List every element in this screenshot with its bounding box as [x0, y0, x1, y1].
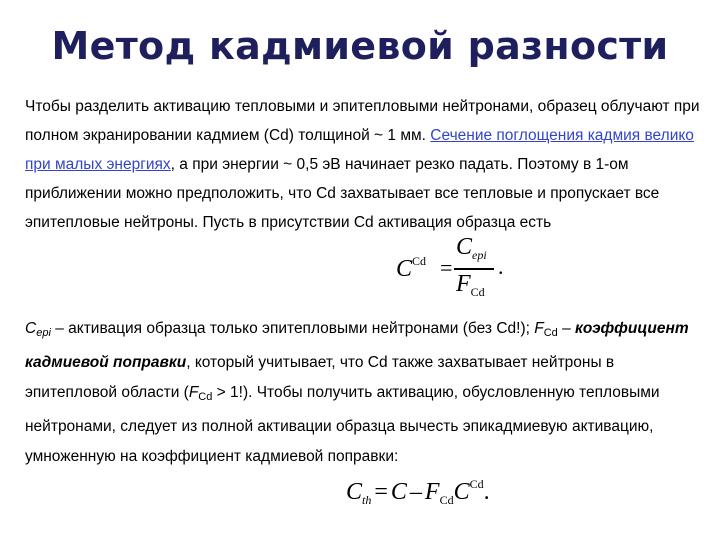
fraction-bar: [454, 268, 494, 270]
formula-cadmium-activation: $C^{Cd}$ = $C_{epi}$ $F_{Cd}$ .: [396, 234, 504, 299]
formula-thermal-activation: $C_{th} = C - F_{Cd}C^{Cd}$.: [346, 477, 490, 507]
cross-section-link[interactable]: Сечение поглощения кадмия велико при малых энергиях: [25, 127, 694, 173]
paragraph-explanation: Cepi – активация образца только эпитепловыми нейтронами (без Cd!); $F_{Cd}$ – коэффициент кадмиевой поправки, который учитывает, что Cd также захватывает нейтроны в эпитепловой области $(F_{Cd} > 1!)$. Чтобы получить активацию, обусловленную тепловыми нейтронами, следует из полной активации образца вычесть эпикадмиевую активацию, умноженную на коэффициент кадмиевой поправки:: [25, 320, 689, 465]
intro-text-continued: , а при энергии ~ 0,5 эВ начинает резко падать. Поэтому в 1-ом приближении можно предположить, что Cd захватывает все тепловые и пропускает все эпитепловые нейтроны. Пусть в присутствии Cd активация образца есть: [25, 156, 660, 231]
page-title: Метод кадмиевой разности: [51, 24, 669, 68]
intro-text: Чтобы разделить активацию тепловыми и эпитепловыми нейтронами, образец облучают при полном экранировании кадмием (Cd) толщиной ~ 1 мм.: [25, 98, 700, 144]
paragraph-intro: [25, 92, 705, 237]
emphasized-term: коэффициент кадмиевой поправки: [25, 320, 689, 371]
